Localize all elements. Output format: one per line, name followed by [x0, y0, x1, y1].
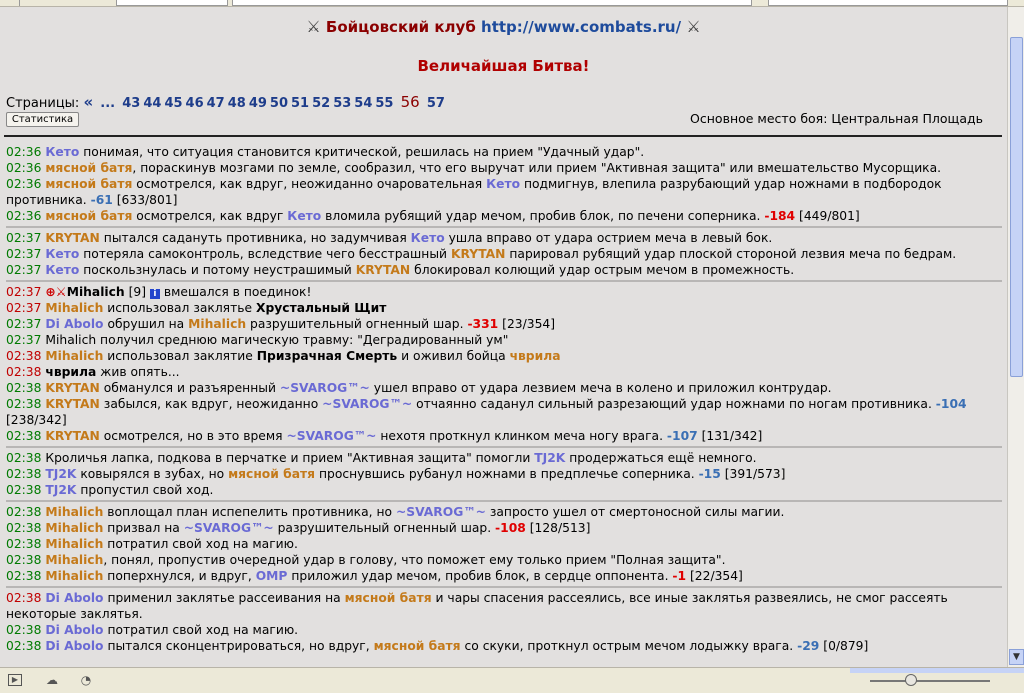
- fighter-name[interactable]: Кето: [287, 209, 322, 223]
- pages-ellipsis-link[interactable]: ...: [100, 96, 116, 111]
- log-line: [6, 590, 1002, 622]
- log-text: осмотрелся, как вдруг: [136, 209, 284, 223]
- fighter-name[interactable]: KRYTAN: [45, 397, 100, 411]
- log-line: [6, 482, 1002, 502]
- log-line: [6, 504, 1002, 520]
- clock-icon[interactable]: ◔: [80, 673, 92, 687]
- log-line: [6, 364, 1002, 380]
- horizontal-scrollbar[interactable]: [850, 668, 1024, 673]
- log-text: парировал рубящий удар плоской стороной лезвия меча по бедрам.: [509, 247, 957, 261]
- log-text: [391/573]: [724, 467, 786, 481]
- log-text: вмешался в поединок!: [163, 285, 312, 299]
- page-links: [122, 96, 396, 111]
- log-text: подмигнув, влепила разрубающий удар ножнами в подбородок противника.: [6, 177, 942, 207]
- log-line: [6, 536, 1002, 552]
- log-text: поперхнулся, и вдруг,: [107, 569, 252, 583]
- address-bar[interactable]: [232, 0, 752, 6]
- log-line: [6, 622, 1002, 638]
- fighter-name[interactable]: чврила: [45, 365, 97, 379]
- log-line: [6, 380, 1002, 396]
- damage-value: -108: [495, 521, 526, 535]
- page-link[interactable]: 55: [375, 96, 394, 111]
- damage-value: -107: [666, 429, 698, 443]
- vertical-scrollbar[interactable]: [1007, 7, 1024, 667]
- fighter-name[interactable]: Кето: [45, 263, 80, 277]
- fighter-name[interactable]: Mihalich: [45, 301, 104, 315]
- log-time: 02:38: [6, 639, 42, 653]
- log-line: [6, 428, 1002, 448]
- page-link[interactable]: 48: [227, 96, 246, 111]
- statistics-button[interactable]: Статистика: [6, 112, 79, 127]
- status-page-icon[interactable]: ▶: [8, 674, 22, 686]
- fighter-name[interactable]: мясной батя: [373, 639, 461, 653]
- fighter-name[interactable]: ~SVAROG™~: [279, 381, 370, 395]
- fighter-name[interactable]: KRYTAN: [450, 247, 506, 261]
- log-line: [6, 262, 1002, 282]
- site-title: Бойцовский клуб: [325, 18, 476, 36]
- fighter-name[interactable]: Кето: [45, 145, 80, 159]
- page-link[interactable]: 51: [291, 96, 310, 111]
- log-text: запросто ушел от смертоносной силы магии.: [489, 505, 785, 519]
- page-link[interactable]: 50: [269, 96, 289, 111]
- damage-value: -1: [672, 569, 687, 583]
- log-line: [6, 316, 1002, 332]
- fighter-name[interactable]: Di Abolo: [45, 317, 104, 331]
- toolbar-segment: [0, 0, 20, 6]
- page-link[interactable]: 45: [164, 96, 183, 111]
- log-text: [9]: [128, 285, 147, 299]
- log-text: жив опять...: [100, 365, 180, 379]
- log-time: 02:38: [6, 429, 42, 443]
- log-text: продержаться ещё немного.: [569, 451, 757, 465]
- log-text: [633/801]: [116, 193, 178, 207]
- crossed-swords-icon: ⚔: [686, 17, 701, 36]
- log-time: 02:36: [6, 177, 42, 191]
- log-line: [6, 450, 1002, 466]
- fighter-name[interactable]: мясной батя: [45, 209, 133, 223]
- fighter-name[interactable]: Mihalich: [45, 553, 104, 567]
- log-time: 02:38: [6, 381, 42, 395]
- next-page-link[interactable]: 57: [426, 96, 445, 111]
- fighter-name[interactable]: ~SVAROG™~: [183, 521, 274, 535]
- clan-flag-icon: ⊕⚔: [45, 285, 67, 299]
- log-line: [6, 144, 1002, 160]
- log-text: нехотя проткнул клинком меча ногу врага.: [380, 429, 663, 443]
- log-time: 02:36: [6, 209, 42, 223]
- page-link[interactable]: 44: [143, 96, 162, 111]
- log-time: 02:37: [6, 247, 42, 261]
- log-text: Кроличья лапка, подкова в перчатке и прием "Активная защита" помогли: [45, 451, 531, 465]
- log-text: воплощал план испепелить противника, но: [107, 505, 393, 519]
- log-text: [23/354]: [502, 317, 556, 331]
- fighter-name[interactable]: KRYTAN: [355, 263, 411, 277]
- log-text: Mihalich получил среднюю магическую травму: "Деградированный ум": [45, 333, 509, 347]
- log-line: [6, 230, 1002, 246]
- log-line: [6, 568, 1002, 588]
- log-text: обманулся и разъяренный: [103, 381, 276, 395]
- log-time: 02:38: [6, 467, 42, 481]
- fighter-name[interactable]: Di Abolo: [45, 591, 104, 605]
- log-text: [238/342]: [6, 413, 67, 427]
- log-text: использовал заклятие: [107, 349, 253, 363]
- log-time: 02:38: [6, 451, 42, 465]
- site-url-link[interactable]: http://www.combats.ru/: [481, 18, 682, 36]
- fighter-name[interactable]: мясной батя: [344, 591, 432, 605]
- log-text: и чары спасения рассеялись, все иные заклятья развеялись, не смог рассеять некоторые заклятья.: [6, 591, 948, 621]
- log-line: [6, 332, 1002, 348]
- damage-value: -331: [467, 317, 499, 331]
- page-content: [0, 7, 1007, 667]
- log-text: проснувшись рубанул ножнами в предплечье соперника.: [319, 467, 695, 481]
- browser-toolbar-strip: [0, 0, 1024, 7]
- log-text: отчаянно саданул сильный разрезающий удар ножнами по ногам противника.: [416, 397, 932, 411]
- spell-name: Хрустальный Щит: [255, 301, 387, 315]
- pagination-label: Страницы:: [6, 96, 80, 111]
- log-time: 02:38: [6, 505, 42, 519]
- fighter-name[interactable]: Кето: [45, 247, 80, 261]
- prev-page-link[interactable]: «: [83, 93, 94, 111]
- fighter-name[interactable]: чврила: [509, 349, 561, 363]
- page-link[interactable]: 52: [312, 96, 331, 111]
- damage-value: -61: [90, 193, 113, 207]
- scrollbar-thumb[interactable]: [1010, 37, 1023, 377]
- log-time: 02:37: [6, 317, 42, 331]
- log-time: 02:38: [6, 591, 42, 605]
- log-text: потратил свой ход на магию.: [107, 537, 298, 551]
- log-time: 02:38: [6, 623, 42, 637]
- log-text: разрушительный огненный шар.: [250, 317, 464, 331]
- log-time: 02:38: [6, 569, 42, 583]
- page-title: [0, 17, 1007, 36]
- log-text: [22/354]: [690, 569, 743, 583]
- fighter-name[interactable]: Mihalich: [66, 285, 125, 299]
- log-line: [6, 520, 1002, 536]
- damage-value: -104: [935, 397, 967, 411]
- log-line: [6, 396, 1002, 428]
- log-time: 02:38: [6, 537, 42, 551]
- info-icon[interactable]: i: [150, 289, 160, 299]
- log-text: применил заклятье рассеивания на: [107, 591, 341, 605]
- log-text: пропустил свой ход.: [80, 483, 214, 497]
- fighter-name[interactable]: Di Abolo: [45, 639, 104, 653]
- fighter-name[interactable]: Mihalich: [45, 569, 104, 583]
- log-text: , порaскинув мозгами по земле, сообразил, что его выручат или прием "Активная защита" или вмешательство Мусорщика.: [132, 161, 942, 175]
- battle-log: [6, 144, 1002, 654]
- divider: [4, 135, 1002, 137]
- search-bar[interactable]: [768, 0, 1008, 6]
- log-text: , понял, пропустив очередной удар в голову, что поможет ему только прием "Полная защита".: [103, 553, 726, 567]
- fighter-name[interactable]: ~SVAROG™~: [395, 505, 486, 519]
- log-text: вломила рубящий удар мечом, пробив блок, по печени соперника.: [325, 209, 761, 223]
- log-text: [449/801]: [799, 209, 860, 223]
- log-time: 02:37: [6, 231, 42, 245]
- log-text: ушла вправо от удара острием меча в левый бок.: [448, 231, 773, 245]
- log-line: [6, 552, 1002, 568]
- log-time: 02:36: [6, 145, 42, 159]
- log-text: и оживил бойца: [401, 349, 506, 363]
- fighter-name[interactable]: TJ2K: [45, 483, 77, 497]
- browser-statusbar: [0, 667, 1024, 693]
- log-time: 02:38: [6, 349, 42, 363]
- log-time: 02:38: [6, 553, 42, 567]
- log-time: 02:37: [6, 285, 42, 299]
- log-text: ушел вправо от удара лезвием меча в колено и приложил контрудар.: [373, 381, 832, 395]
- log-time: 02:38: [6, 365, 42, 379]
- fighter-name[interactable]: мясной батя: [45, 161, 133, 175]
- fighter-name[interactable]: ~SVAROG™~: [322, 397, 413, 411]
- log-text: призвал на: [107, 521, 180, 535]
- log-time: 02:36: [6, 161, 42, 175]
- page-link[interactable]: 49: [248, 96, 267, 111]
- log-text: [131/342]: [701, 429, 763, 443]
- log-line: [6, 466, 1002, 482]
- page-link[interactable]: 53: [333, 96, 352, 111]
- log-text: осмотрелся, но в это время: [103, 429, 283, 443]
- log-text: обрушил на: [107, 317, 185, 331]
- zoom-slider-track[interactable]: [870, 680, 990, 682]
- damage-value: -29: [797, 639, 820, 653]
- fighter-name[interactable]: Mihalich: [45, 505, 104, 519]
- fighter-name[interactable]: KRYTAN: [45, 429, 100, 443]
- log-time: 02:38: [6, 521, 42, 535]
- fighter-name[interactable]: KRYTAN: [45, 231, 100, 245]
- log-line: [6, 284, 1002, 300]
- fighter-name[interactable]: Mihalich: [45, 349, 104, 363]
- log-text: со скуки, проткнул острым мечом лодыжку врага.: [464, 639, 794, 653]
- fighter-name[interactable]: OMP: [255, 569, 288, 583]
- battle-place: Основное место боя: Центральная Площадь: [690, 111, 983, 126]
- log-time: 02:37: [6, 301, 42, 315]
- log-line: [6, 176, 1002, 208]
- battle-subtitle: Величайшая Битва!: [417, 57, 590, 75]
- log-text: блокировал колющий удар острым мечом в промежность.: [414, 263, 795, 277]
- log-text: забылся, как вдруг, неожиданно: [103, 397, 319, 411]
- fighter-name[interactable]: KRYTAN: [45, 381, 100, 395]
- scroll-down-arrow-icon[interactable]: ▼: [1009, 649, 1024, 665]
- crossed-swords-icon: ⚔: [306, 17, 321, 36]
- zoom-slider-knob[interactable]: [905, 674, 917, 686]
- log-text: использовал заклятье: [107, 301, 253, 315]
- page-link[interactable]: 46: [185, 96, 204, 111]
- log-line: [6, 348, 1002, 364]
- log-text: пытался сконцентрироваться, но вдруг,: [107, 639, 370, 653]
- log-text: приложил удар мечом, пробив блок, в сердце оппонента.: [291, 569, 669, 583]
- log-text: осмотрелся, как вдруг, неожиданно очаровательная: [136, 177, 483, 191]
- toolbar-field[interactable]: [116, 0, 228, 6]
- fighter-name[interactable]: TJ2K: [534, 451, 566, 465]
- fighter-name[interactable]: Mihalich: [45, 521, 104, 535]
- log-line: [6, 638, 1002, 654]
- page-link[interactable]: 47: [206, 96, 225, 111]
- page-link[interactable]: 43: [122, 96, 141, 111]
- log-text: поскользнулась и потому неустрашимый: [83, 263, 352, 277]
- pagination: [6, 93, 448, 111]
- log-text: понимая, что ситуация становится критической, решилась на прием "Удачный удар".: [83, 145, 645, 159]
- fighter-name[interactable]: мясной батя: [228, 467, 316, 481]
- fighter-name[interactable]: Mihalich: [188, 317, 247, 331]
- damage-value: -15: [698, 467, 721, 481]
- fighter-name[interactable]: Кето: [486, 177, 521, 191]
- page-link[interactable]: 54: [354, 96, 373, 111]
- damage-value: -184: [764, 209, 796, 223]
- log-text: ковырялся в зубах, но: [80, 467, 225, 481]
- log-line: [6, 246, 1002, 262]
- log-text: потратил свой ход на магию.: [107, 623, 299, 637]
- log-line: [6, 208, 1002, 228]
- current-page: 56: [400, 93, 420, 111]
- spell-name: Призрачная Смерть: [256, 349, 398, 363]
- fighter-name[interactable]: Кето: [410, 231, 445, 245]
- log-text: потеряла самоконтроль, вследствие чего бесстрашный: [83, 247, 448, 261]
- log-time: 02:38: [6, 483, 42, 497]
- fighter-name[interactable]: Mihalich: [45, 537, 104, 551]
- log-text: пытался садануть противника, но задумчивая: [103, 231, 407, 245]
- log-time: 02:37: [6, 333, 42, 347]
- log-text: разрушительный огненный шар.: [277, 521, 492, 535]
- log-text: [0/879]: [823, 639, 869, 653]
- log-time: 02:37: [6, 263, 42, 277]
- fighter-name[interactable]: Di Abolo: [45, 623, 104, 637]
- cloud-icon[interactable]: ☁: [46, 673, 58, 687]
- fighter-name[interactable]: TJ2K: [45, 467, 77, 481]
- log-time: 02:38: [6, 397, 42, 411]
- log-line: [6, 160, 1002, 176]
- fighter-name[interactable]: мясной батя: [45, 177, 133, 191]
- fighter-name[interactable]: ~SVAROG™~: [286, 429, 377, 443]
- log-line: [6, 300, 1002, 316]
- log-text: [128/513]: [529, 521, 591, 535]
